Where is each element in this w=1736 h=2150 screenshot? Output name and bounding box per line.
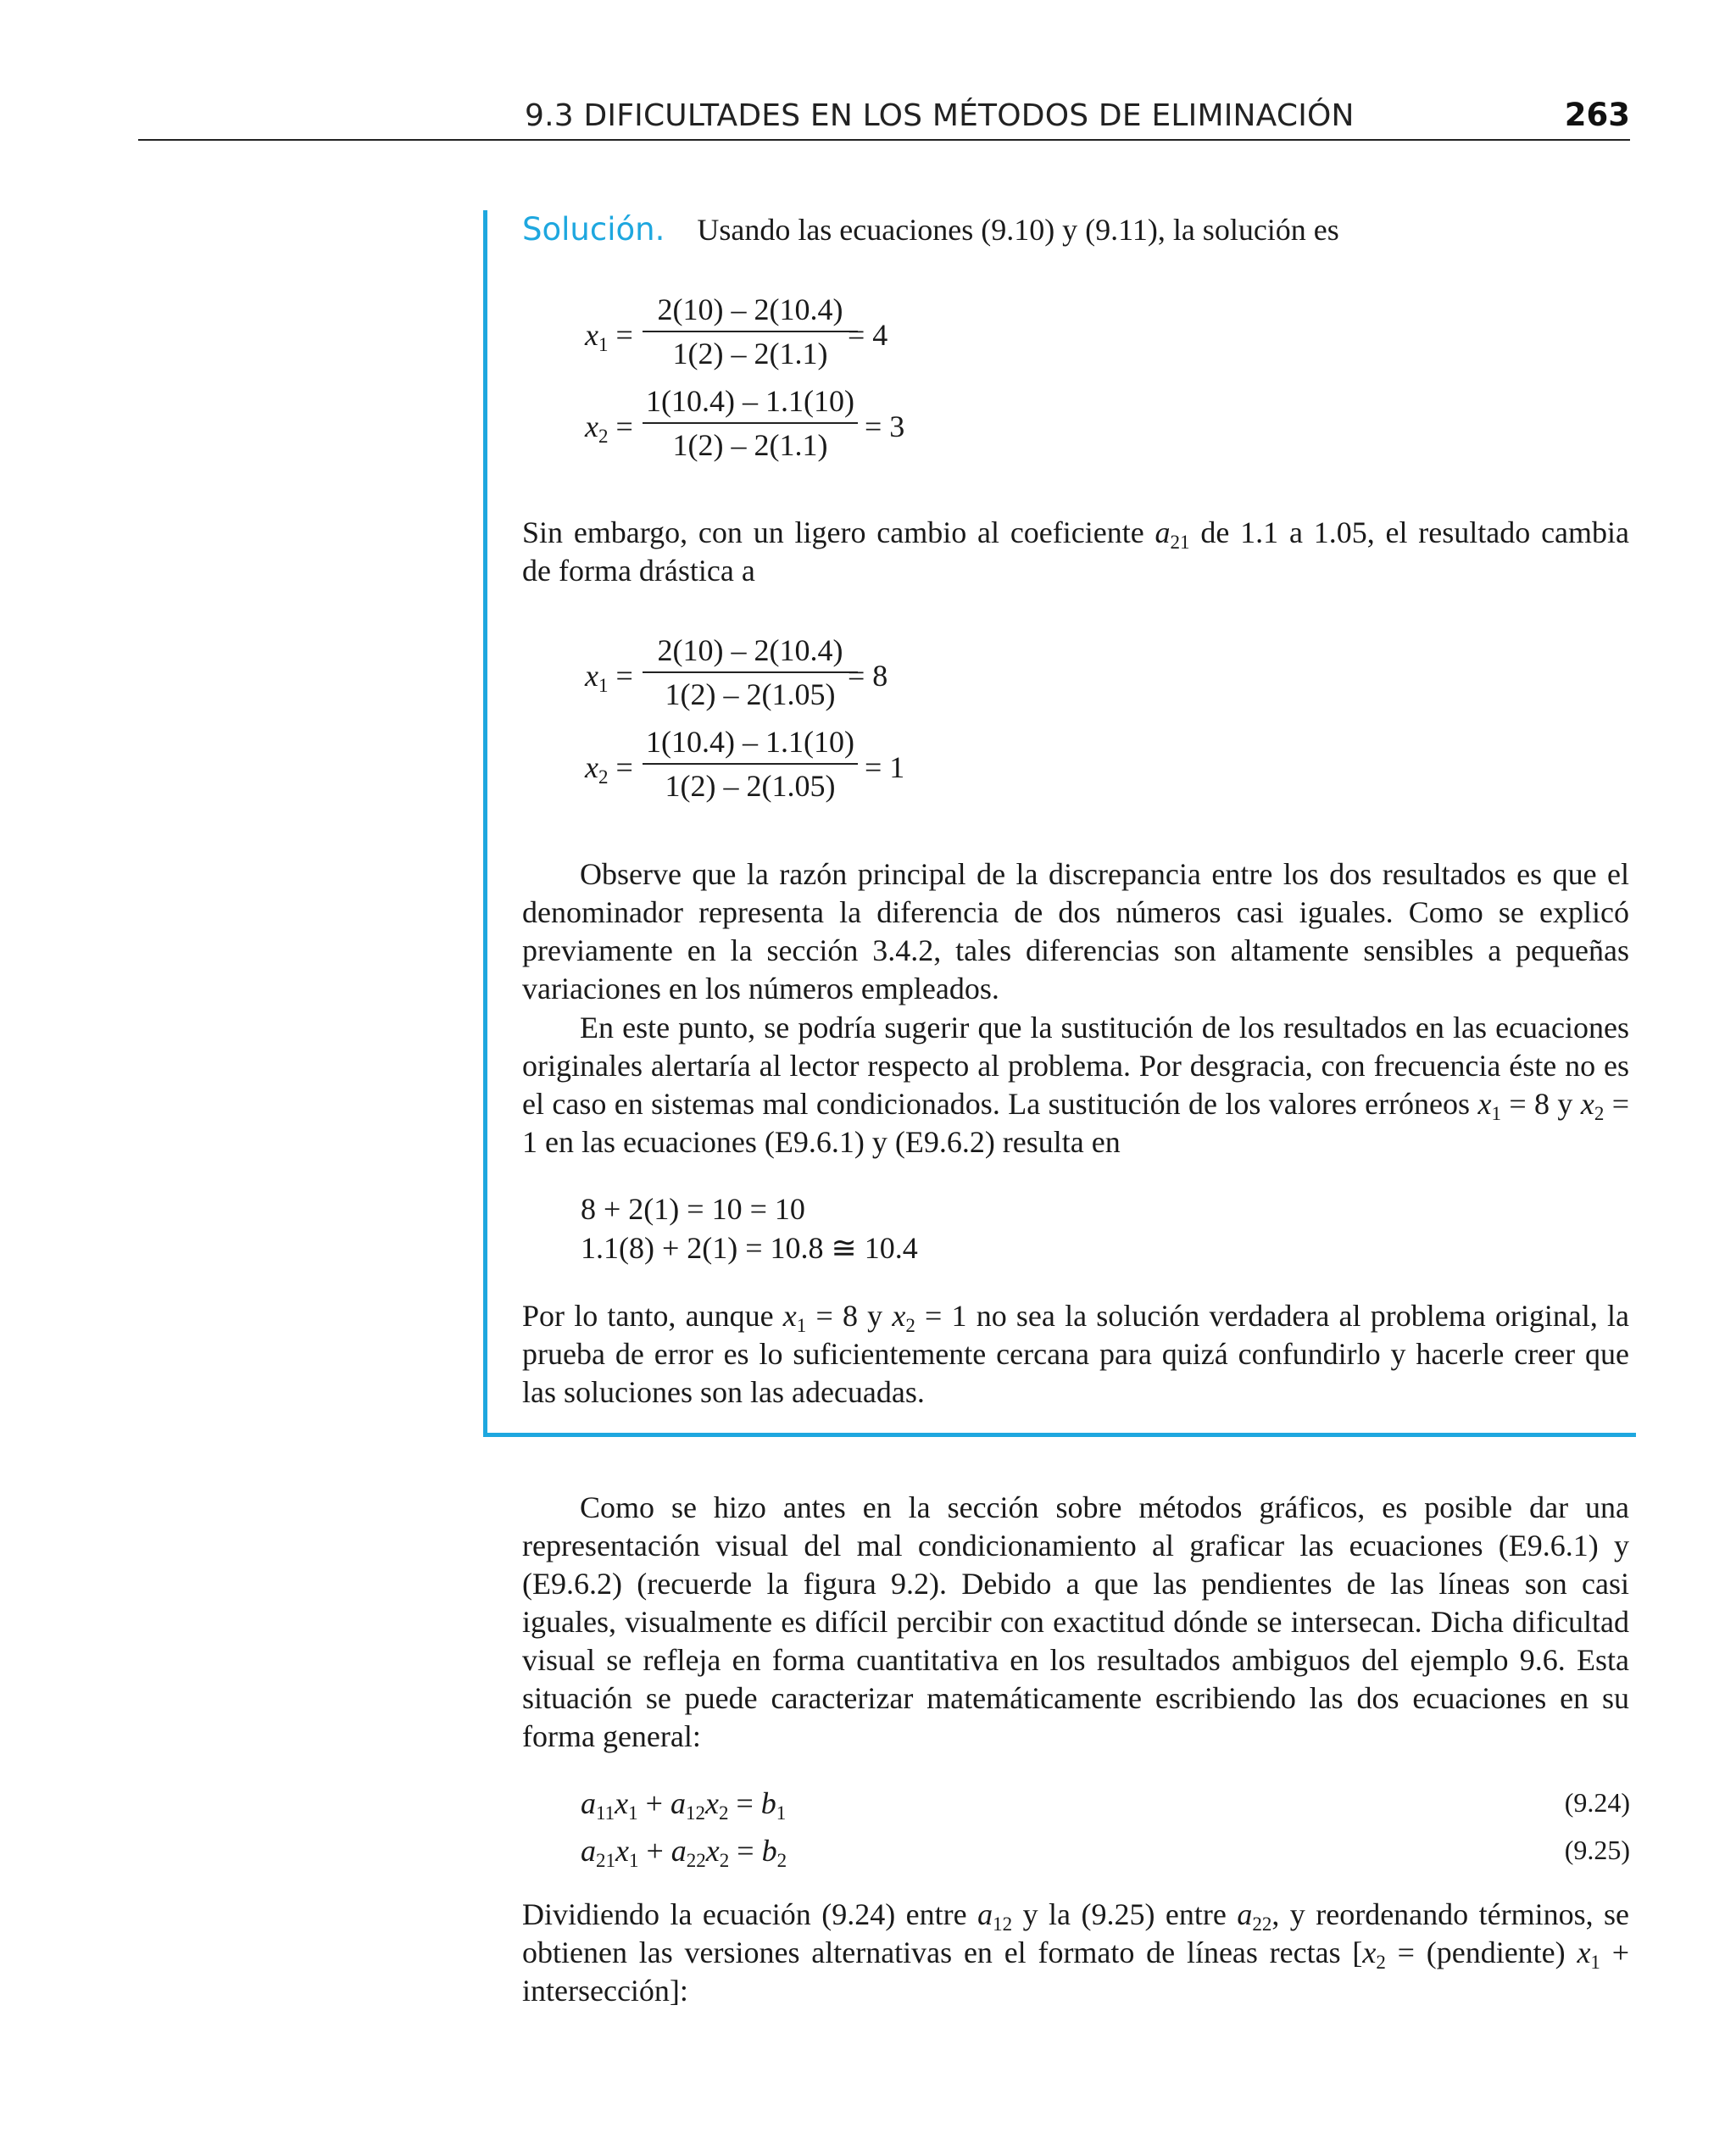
paragraph-punto-text-2: 8 y	[1534, 1087, 1573, 1121]
eq-set2-x1-numerator: 2(10) – 2(10.4)	[657, 633, 843, 667]
eq-set2-x2-numerator: 1(10.4) – 1.1(10)	[646, 725, 854, 759]
paragraph-div-text-2: y la (9.25) entre	[1022, 1897, 1227, 1931]
equation-9-25: $a_{21}x_1 + a_{22}x_2 = b_2$	[581, 1834, 787, 1871]
eq-set1-x2-denominator: 1(2) – 2(1.1)	[672, 428, 828, 462]
paragraph-tanto: Por lo tanto, aunque $x_1 = 8$ y $x_2 = 1$ no sea la solución verdadera al problema original, la prueba de error es lo suficientemente cercana para quizá confundirlo y hacerle creer que las soluciones son las adecuadas.	[522, 1299, 1630, 1409]
eq-set2-x1-denominator: 1(2) – 2(1.05)	[665, 677, 836, 711]
eq-set2-x1-lhs: $x_1$ =	[585, 659, 633, 696]
fraction-bar	[643, 331, 858, 332]
paragraph-tanto-text-1: Por lo tanto, aunque	[522, 1299, 774, 1333]
check-equation-2: 1.1(8) + 2(1) = 10.8 ≅ 10.4	[581, 1231, 918, 1265]
eq-set2-x2-fraction	[643, 724, 858, 804]
paragraph-div-text-3: , y reordenando términos, se obtienen las versiones alternativas en el formato de líneas rectas [	[522, 1897, 1630, 1969]
fraction-bar	[643, 763, 858, 765]
eq-set1-x2-lhs: $x_2$ =	[585, 409, 633, 447]
eq-set1-x2-fraction	[643, 383, 858, 463]
eq-set1-x1-numerator: 2(10) – 2(10.4)	[657, 292, 843, 326]
paragraph-div-text-1: Dividiendo la ecuación (9.24) entre	[522, 1897, 967, 1931]
check-equation-1: 8 + 2(1) = 10 = 10	[581, 1192, 805, 1226]
eq-set1-x1-result: = 4	[848, 318, 888, 352]
change-paragraph: Sin embargo, con un ligero cambio al coeficiente $a_{21}$ de 1.1 a 1.05, el resultado cambia de forma drástica a	[522, 515, 1630, 588]
paragraph-observe-text: Observe que la razón principal de la discrepancia entre los dos resultados es que el denominador representa la diferencia de dos números casi iguales. Como se explicó previamente en la sección 3.4.2, tales diferencias son altamente sensibles a pequeñas variaciones en los números empleados.	[522, 857, 1629, 1005]
fraction-bar	[643, 671, 858, 673]
fraction-bar	[643, 422, 858, 424]
eq-set2-x2-lhs: $x_2$ =	[585, 750, 633, 788]
eq-set2-x2-result: = 1	[865, 750, 905, 784]
eq-set1-x1-lhs: $x_1$ =	[585, 318, 633, 355]
solution-label: Solución.	[522, 211, 665, 248]
eq-set1-x1-fraction	[643, 292, 858, 371]
equation-number-9-25: (9.25)	[1564, 1835, 1630, 1865]
eq-set1-x2-numerator: 1(10.4) – 1.1(10)	[646, 384, 854, 418]
paragraph-tanto-text-2: = 8 y	[815, 1299, 883, 1333]
solution-intro: Usando las ecuaciones (9.10) y (9.11), la solución es	[697, 213, 1339, 247]
change-text-a: Sin embargo, con un ligero cambio al coeficiente	[522, 515, 1144, 549]
solution-intro-line	[522, 210, 1339, 249]
eq-set2-x2-denominator: 1(2) – 2(1.05)	[665, 769, 836, 803]
eq-set2-x1-result: = 8	[848, 659, 888, 693]
paragraph-dividiendo: Dividiendo la ecuación (9.24) entre $a_{12}$ y la (9.25) entre $a_{22}$, y reordenando términos, se obtienen las versiones alternativas en el formato de líneas rectas [$x_2$ = (pendiente) $x_1$ + intersección]:	[522, 1897, 1630, 2008]
paragraph-punto-text-1: En este punto, se podría sugerir que la sustitución de los resultados en las ecuaciones originales alertaría al lector respecto al problema. Por desgracia, con frecuencia éste no es el caso en sistemas mal condicionados. La sustitución de los valores erróneos	[522, 1011, 1629, 1121]
paragraph-div-text-5: + intersección]:	[522, 1936, 1630, 2008]
paragraph-tanto-text-3: = 1 no sea la solución verdadera al problema original, la prueba de error es lo suficientemente cercana para quizá confundirlo y hacerle creer que las soluciones son las adecuadas.	[522, 1299, 1630, 1409]
equation-number-9-24: (9.24)	[1564, 1787, 1630, 1818]
paragraph-punto-text-3: = 1 en las ecuaciones (E9.6.1) y (E9.6.2) resulta en	[522, 1087, 1630, 1159]
running-title: 9.3 DIFICULTADES EN LOS MÉTODOS DE ELIMINACIÓN	[525, 98, 1355, 133]
paragraph-observe	[522, 855, 1629, 1008]
paragraph-graficos	[522, 1489, 1629, 1756]
paragraph-div-text-4: = (pendiente)	[1397, 1936, 1566, 1969]
paragraph-graficos-text: Como se hizo antes en la sección sobre métodos gráficos, es posible dar una representación visual del mal condicionamiento al graficar las ecuaciones (E9.6.1) y (E9.6.2) (recuerde la figura 9.2). Debido a que las pendientes de las líneas son casi iguales, visualmente es difícil percibir con exactitud dónde se intersecan. Dicha dificultad visual se refleja en forma cuantitativa en los resultados ambiguos del ejemplo 9.6. Esta situación se puede caracterizar matemáticamente escribiendo las dos ecuaciones en su forma general:	[522, 1490, 1629, 1753]
eq-set1-x2-result: = 3	[865, 409, 905, 443]
eq-set1-x1-denominator: 1(2) – 2(1.1)	[672, 337, 828, 370]
change-text-c: de forma drástica a	[522, 554, 755, 588]
paragraph-punto: En este punto, se podría sugerir que la sustitución de los resultados en las ecuaciones originales alertaría al lector respecto al problema. Por desgracia, con frecuencia éste no es el caso en sistemas mal condicionados. La sustitución de los valores erróneos $x_1 = 8$ y $x_2 = 1$ en las ecuaciones (E9.6.1) y (E9.6.2) resulta en	[522, 1011, 1630, 1159]
eq-set2-x1-fraction	[643, 632, 858, 712]
change-text-b: de 1.1 a 1.05, el resultado cambia	[1200, 515, 1630, 549]
running-header	[138, 95, 1630, 141]
equation-9-24: $a_{11}x_1 + a_{12}x_2 = b_1$	[581, 1786, 787, 1824]
page-number: 263	[1564, 97, 1630, 133]
